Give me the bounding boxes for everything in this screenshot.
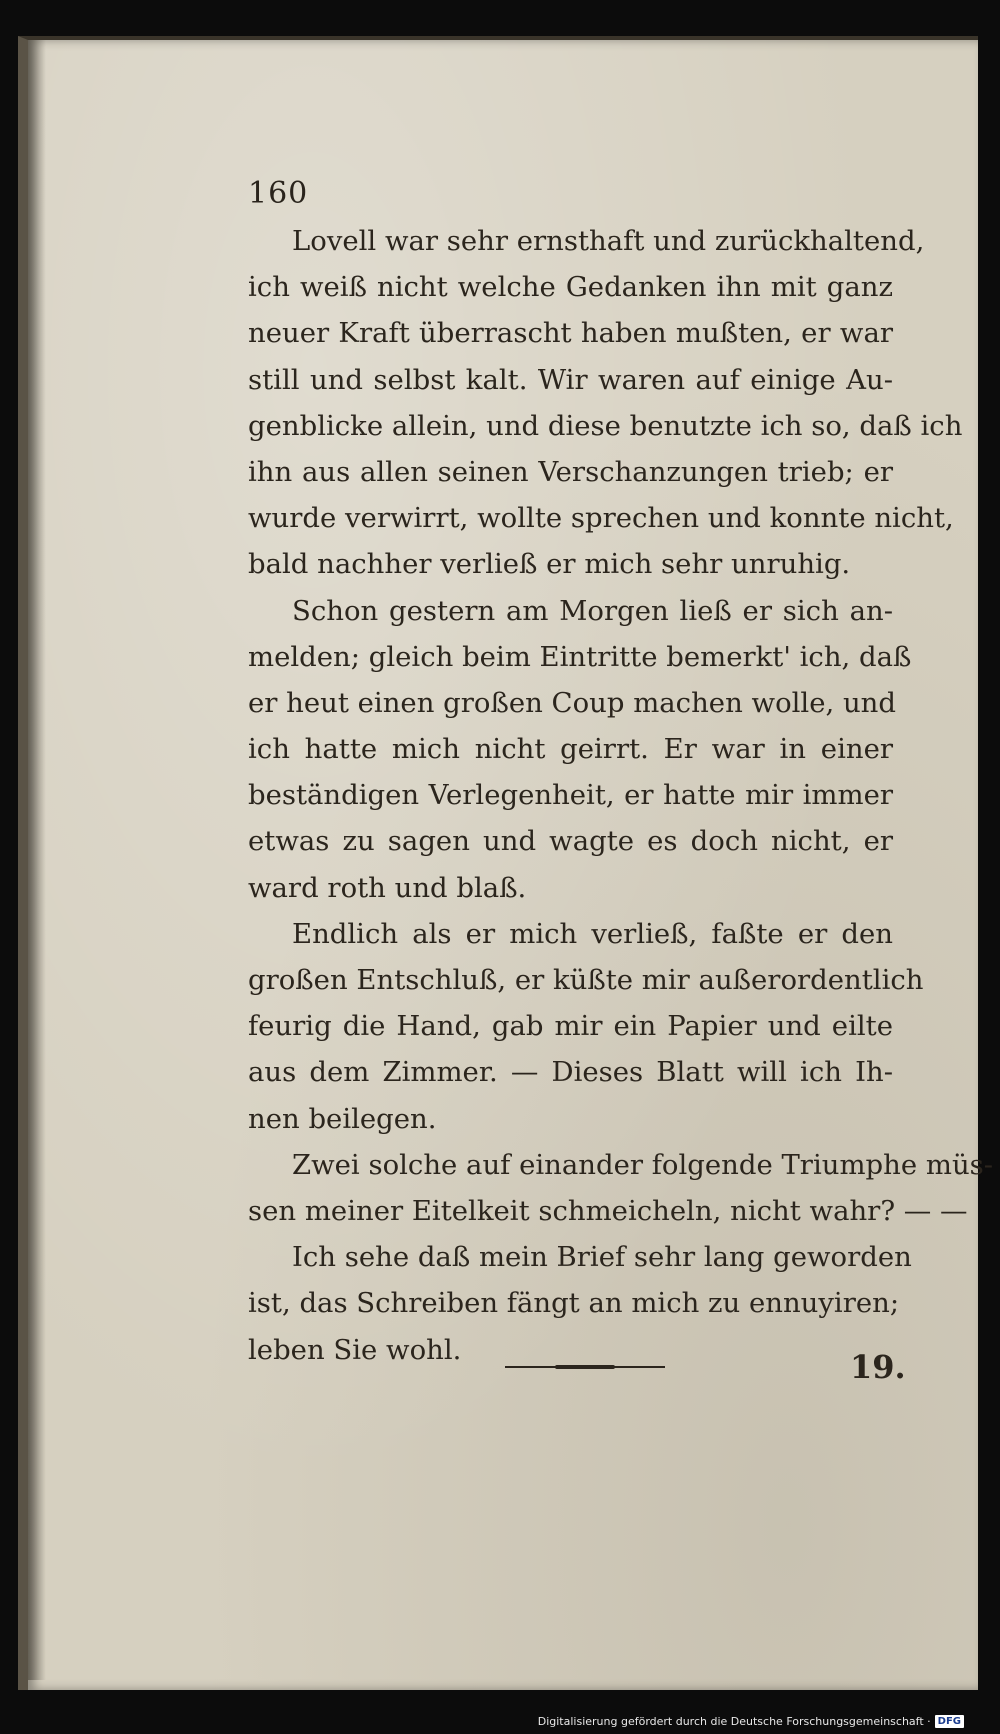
- credit-text: Digitalisierung gefördert durch die Deutsche Forschungsgemeinschaft ·: [537, 1715, 931, 1728]
- text-line: ich weiß nicht welche Gedanken ihn mit ganz: [248, 271, 893, 304]
- text-line: Endlich als er mich verließ, faßte er den: [292, 917, 893, 950]
- digitization-credit: [538, 1715, 964, 1728]
- divider-swell: [555, 1365, 615, 1369]
- text-line: melden; gleich beim Eintritte bemerkt' ich, daß: [248, 640, 912, 673]
- dfg-logo: DFG: [935, 1715, 964, 1728]
- text-line: leben Sie wohl.: [248, 1333, 462, 1366]
- text-line: Schon gestern am Morgen ließ er sich an-: [292, 594, 893, 627]
- text-line: ich hatte mich nicht geirrt. Er war in einer: [248, 733, 893, 766]
- text-line: etwas zu sagen und wagte es doch nicht, er: [248, 825, 893, 858]
- letter-number: 19.: [850, 1348, 906, 1386]
- text-line: beständigen Verlegenheit, er hatte mir immer: [248, 779, 893, 812]
- text-line: still und selbst kalt. Wir waren auf einige Au-: [248, 363, 893, 396]
- text-line: Zwei solche auf einander folgende Triumphe müs-: [292, 1148, 994, 1181]
- page-gutter-shadow: [28, 40, 46, 1680]
- text-line: genblicke allein, und diese benutzte ich so, daß ich: [248, 409, 963, 442]
- body-text: [248, 218, 994, 1373]
- text-line: großen Entschluß, er küßte mir außerordentlich: [248, 964, 924, 996]
- text-line: neuer Kraft überrascht haben mußten, er war: [248, 317, 893, 350]
- page-number: 160: [248, 176, 309, 211]
- text-line: Lovell war sehr ernsthaft und zurückhaltend,: [292, 225, 925, 257]
- text-line: feurig die Hand, gab mir ein Papier und eilte: [248, 1010, 893, 1043]
- text-line: aus dem Zimmer. — Dieses Blatt will ich Ih-: [248, 1056, 893, 1089]
- text-line: wurde verwirrt, wollte sprechen und konnte nicht,: [248, 502, 954, 535]
- text-line: er heut einen großen Coup machen wolle, und: [248, 686, 896, 719]
- text-line: sen meiner Eitelkeit schmeicheln, nicht wahr? — —: [248, 1194, 968, 1227]
- text-line: ward roth und blaß.: [248, 871, 527, 904]
- text-line: nen beilegen.: [248, 1102, 437, 1135]
- section-divider: [505, 1364, 665, 1370]
- text-line: ihn aus allen seinen Verschanzungen trieb; er: [248, 455, 893, 488]
- text-line: bald nachher verließ er mich sehr unruhig.: [248, 548, 851, 581]
- text-line: ist, das Schreiben fängt an mich zu ennuyiren;: [248, 1287, 900, 1320]
- text-line: Ich sehe daß mein Brief sehr lang geworden: [292, 1241, 912, 1274]
